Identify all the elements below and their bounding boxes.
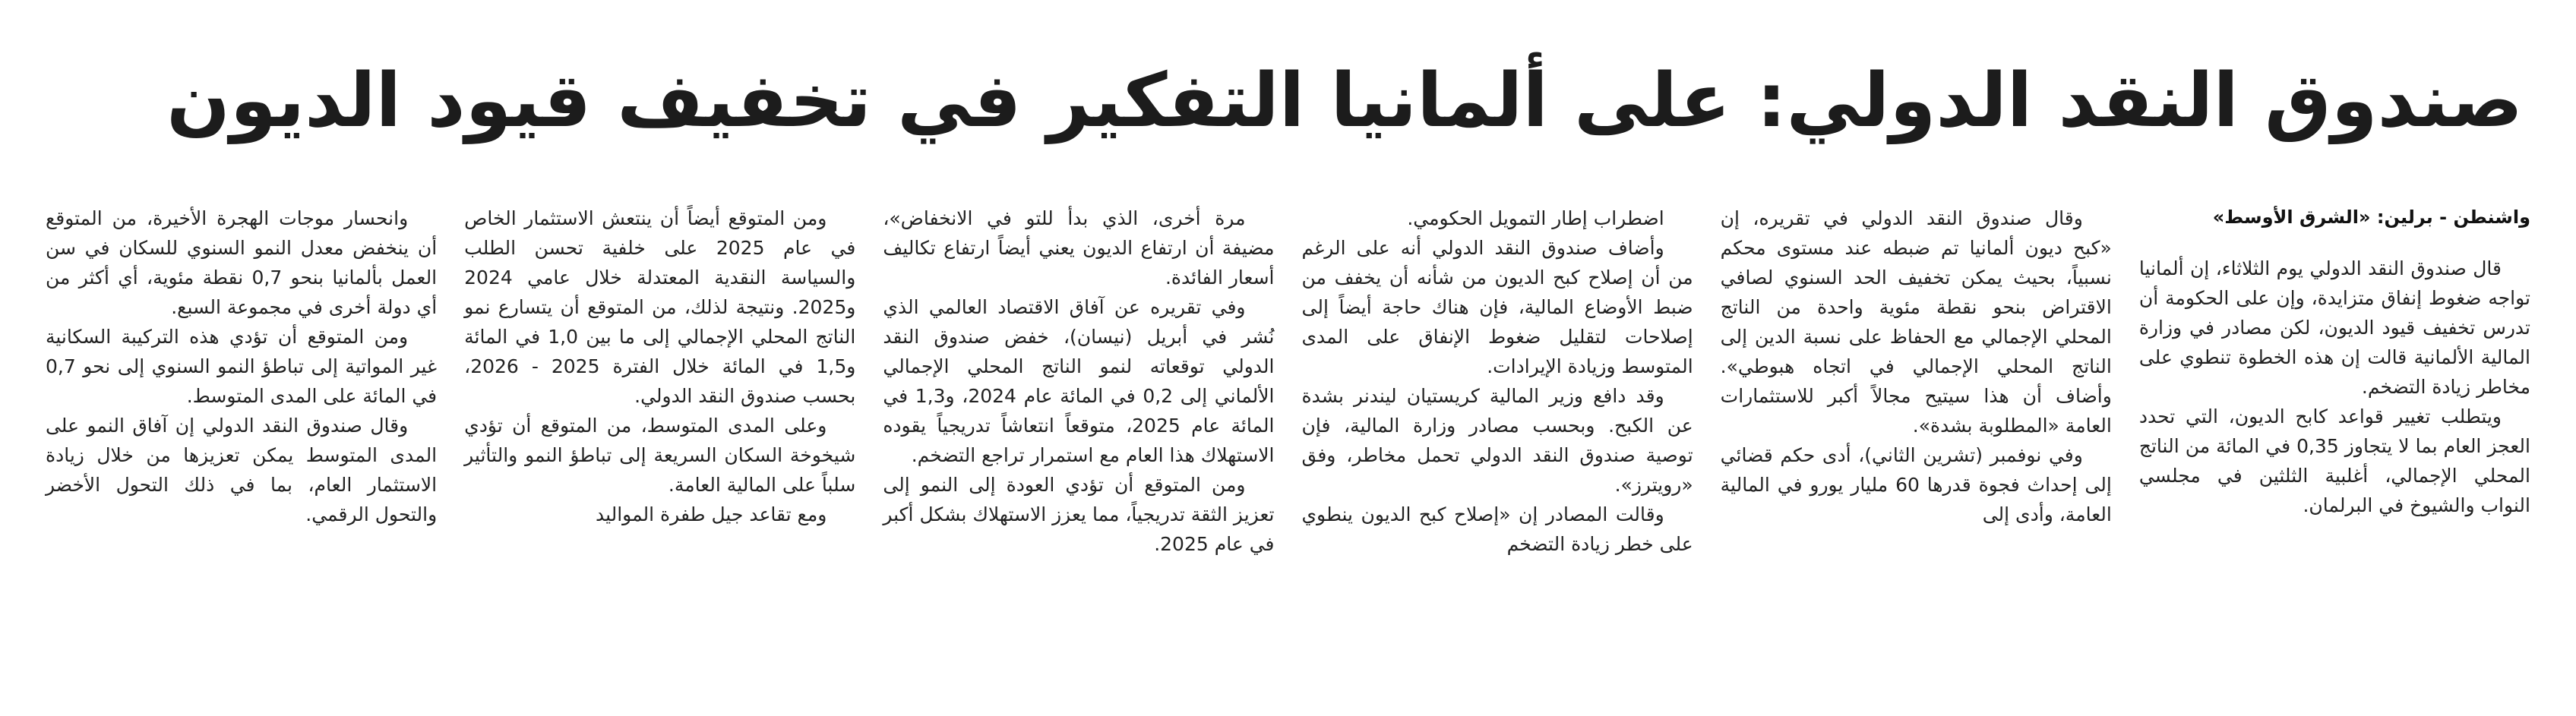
paragraph: وفي نوفمبر (تشرين الثاني)، أدى حكم قضائي إلى إحداث فجوة قدرها 60 مليار يورو في المالية العامة، وأدى إلى [1720,444,2112,525]
paragraph: مرة أخرى، الذي بدأ للتو في الانخفاض»، مضيفة أن ارتفاع الديون يعني أيضاً ارتفاع تكاليف أسعار الفائدة. [883,207,1275,289]
paragraph: وقال صندوق النقد الدولي إن آفاق النمو على المدى المتوسط يمكن تعزيزها من خلال زيادة الاستثمار العام، بما في ذلك التحول الأخضر والتحول الرقمي. [45,415,438,525]
column-5 [464,203,855,705]
paragraph: ومن المتوقع أن تؤدي هذه التركيبة السكانية غير المواتية إلى تباطؤ النمو السنوي إلى نحو 0,7 في المائة على المدى المتوسط. [45,326,438,407]
paragraph: قال صندوق النقد الدولي يوم الثلاثاء، إن ألمانيا تواجه ضغوط إنفاق متزايدة، وإن على الحكومة أن تدرس تخفيف قيود الديون، لكن مصادر في وزارة المالية الألمانية قالت إن هذه الخطوة تنطوي على مخاطر زيادة التضخم. [2138,257,2530,398]
paragraph: اضطراب إطار التمويل الحكومي. [1407,207,1664,229]
paragraph: ومن المتوقع أن تؤدي العودة إلى النمو إلى تعزيز الثقة تدريجياً، مما يعزز الاستهلاك بشكل أكبر في عام 2025. [883,474,1275,555]
headline: صندوق النقد الدولي: على ألمانيا التفكير في تخفيف قيود الديون [166,58,2523,144]
column-2 [1721,203,2112,705]
paragraph: وأضاف صندوق النقد الدولي أنه على الرغم من أن إصلاح كبح الديون من شأنه أن يخفف من ضبط الأوضاع المالية، فإن هناك حاجة أيضاً إلى إصلاحات لتقليل ضغوط الإنفاق على المدى المتوسط وزيادة الإيرادات. [1301,237,1693,377]
paragraph: وقالت المصادر إن «إصلاح كبح الديون ينطوي على خطر زيادة التضخم [1301,503,1693,555]
paragraph: وقد دافع وزير المالية كريستيان ليندنر بشدة عن الكبح. وبحسب مصادر وزارة المالية، فإن توصية صندوق النقد الدولي تحمل مخاطر، وفق «رويترز». [1301,385,1693,496]
paragraph: وقال صندوق النقد الدولي في تقريره، إن «كبح ديون ألمانيا تم ضبطه عند مستوى محكم نسبياً، بحيث يمكن تخفيف الحد السنوي لصافي الاقتراض بنحو نقطة مئوية واحدة من الناتج المحلي الإجمالي مع الحفاظ على نسبة الدين إلى الناتج المحلي الإجمالي في اتجاه هبوطي». وأضاف أن هذا سيتيح مجالاً أكبر للاستثمارات العامة «المطلوبة بشدة». [1720,207,2112,437]
paragraph: ومع تقاعد جيل طفرة المواليد [595,503,827,525]
paragraph: وانحسار موجات الهجرة الأخيرة، من المتوقع أن ينخفض معدل النمو السنوي للسكان في سن العمل بألمانيا بنحو 0,7 نقطة مئوية، أي أكثر من أي دولة أخرى في مجموعة السبع. [45,207,438,318]
paragraph: ويتطلب تغيير قواعد كابح الديون، التي تحدد العجز العام بما لا يتجاوز 0,35 في المائة من الناتج المحلي الإجمالي، أغلبية الثلثين في مجلسي النواب والشيوخ في البرلمان. [2138,405,2530,516]
paragraph: ومن المتوقع أيضاً أن ينتعش الاستثمار الخاص في عام 2025 على خلفية تحسن الطلب والسياسة النقدية المعتدلة خلال عامي 2024 و2025. ونتيجة لذلك، من المتوقع أن يتسارع نمو الناتج المحلي الإجمالي إلى ما بين 1,0 في المائة و1,5 في المائة خلال الفترة 2025 - 2026، بحسب صندوق النقد الدولي. [464,207,856,407]
paragraph: وعلى المدى المتوسط، من المتوقع أن تؤدي شيخوخة السكان السريعة إلى تباطؤ النمو والتأثير سلباً على المالية العامة. [464,415,856,496]
paragraph: وفي تقريره عن آفاق الاقتصاد العالمي الذي نُشر في أبريل (نيسان)، خفض صندوق النقد الدولي توقعاته لنمو الناتج المحلي الإجمالي الألماني إلى 0,2 في المائة عام 2024، و1,3 في المائة عام 2025، متوقعاً انتعاشاً تدريجياً يقوده الاستهلاك هذا العام مع استمرار تراجع التضخم. [883,296,1275,466]
column-3 [1301,203,1693,705]
column-6 [46,203,437,705]
article-columns [46,203,2530,705]
column-4 [883,203,1274,705]
column-1 [2139,203,2530,705]
byline: واشنطن - برلين: «الشرق الأوسط» [2212,207,2530,228]
